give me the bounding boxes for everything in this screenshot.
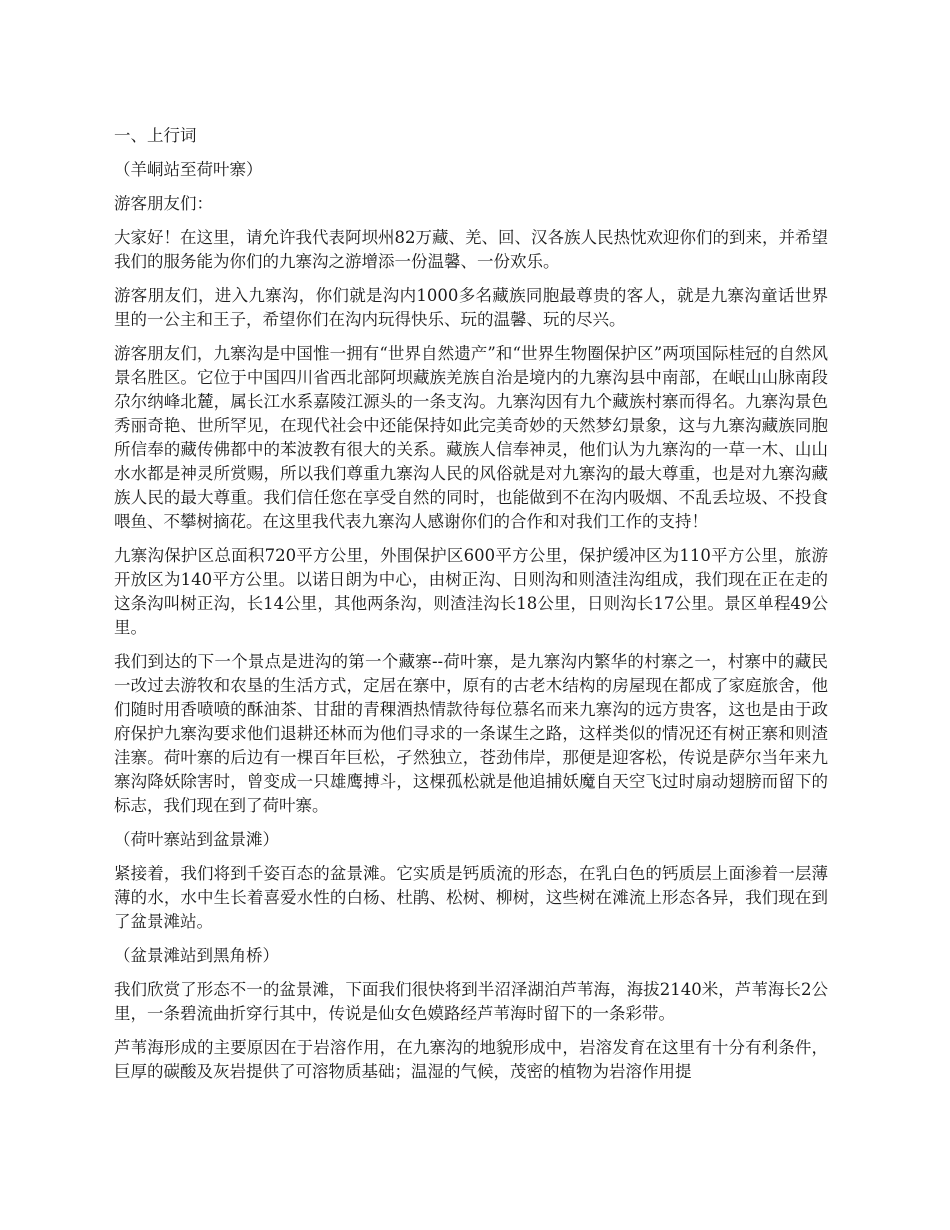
paragraph: 紧接着，我们将到千姿百态的盆景滩。它实质是钙质流的形态，在乳白色的钙质层上面渗着一层薄薄的水，水中生长着喜爱水性的白杨、杜鹃、松树、柳树，这些树在滩流上形态各异，我们现在到了盆景滩站。 — [114, 864, 828, 931]
paragraph: 我们欣赏了形态不一的盆景滩，下面我们很快将到半沼泽湖泊芦苇海，海拔2140米，芦苇海长2公里，一条碧流曲折穿行其中，传说是仙女色嫫路经芦苇海时留下的一条彩带。 — [114, 980, 828, 1023]
greeting: 游客朋友们： — [114, 194, 213, 213]
paragraph: 芦苇海形成的主要原因在于岩溶作用，在九寨沟的地貌形成中，岩溶发育在这里有十分有利条件，巨厚的碳酸及灰岩提供了可溶物质基础；温湿的气候，茂密的植物为岩溶作用提 — [114, 1038, 828, 1081]
route-subheading: （荷叶寨站到盆景滩） — [114, 830, 279, 849]
document-page — [114, 124, 828, 1094]
paragraph: 游客朋友们，进入九寨沟，你们就是沟内1000多名藏族同胞最尊贵的客人，就是九寨沟童话世界里的一公主和王子，希望你们在沟内玩得快乐、玩的温馨、玩的尽兴。 — [114, 286, 828, 329]
paragraph: 游客朋友们，九寨沟是中国惟一拥有“世界自然遗产”和“世界生物圈保护区”两项国际桂冠的自然风景名胜区。它位于中国四川省西北部阿坝藏族羌族自治是境内的九寨沟县中南部，在岷山山脉南段尕尔纳峰北麓，属长江水系嘉陵江源头的一条支沟。九寨沟因有九个藏族村寨而得名。九寨沟景色秀丽奇艳、世所罕见，在现代社会中还能保持如此完美奇妙的天然梦幻景象，这与九寨沟藏族同胞所信奉的藏传佛都中的苯波教有很大的关系。藏族人信奉神灵，他们认为九寨沟的一草一木、山山水水都是神灵所赏赐，所以我们尊重九寨沟人民的风俗就是对九寨沟的最大尊重，也是对九寨沟藏族人民的最大尊重。我们信任您在享受自然的同时，也能做到不在沟内吸烟、不乱丢垃圾、不投食喂鱼、不攀树摘花。在这里我代表九寨沟人感谢你们的合作和对我们工作的支持！ — [114, 344, 828, 531]
route-subheading: （羊峒站至荷叶寨） — [114, 160, 263, 179]
section-heading: 一、上行词 — [114, 126, 197, 145]
paragraph: 我们到达的下一个景点是进沟的第一个藏寨--荷叶寨，是九寨沟内繁华的村寨之一，村寨中的藏民一改过去游牧和农垦的生活方式，定居在寨中，原有的古老木结构的房屋现在都成了家庭旅舍，他们随时用香喷喷的酥油茶、甘甜的青稞酒热情款待每位慕名而来九寨沟的远方贵客，这也是由于政府保护九寨沟要求他们退耕还林而为他们寻求的一条谋生之路，这样类似的情况还有树正寨和则渣洼寨。荷叶寨的后边有一棵百年巨松，孑然独立，苍劲伟岸，那便是迎客松，传说是萨尔当年来九寨沟降妖除害时，曾变成一只雄鹰搏斗，这棵孤松就是他追捕妖魔自天空飞过时扇动翅膀而留下的标志，我们现在到了荷叶寨。 — [114, 652, 828, 815]
route-subheading: （盆景滩站到黑角桥） — [114, 946, 279, 965]
paragraph: 九寨沟保护区总面积720平方公里，外围保护区600平方公里，保护缓冲区为110平方公里，旅游开放区为140平方公里。以诺日朗为中心，由树正沟、日则沟和则渣洼沟组成，我们现在正在走的这条沟叫树正沟，长14公里，其他两条沟，则渣洼沟长18公里，日则沟长17公里。景区单程49公里。 — [114, 546, 828, 637]
paragraph: 大家好！在这里，请允许我代表阿坝州82万藏、羌、回、汉各族人民热忱欢迎你们的到来，并希望我们的服务能为你们的九寨沟之游增添一份温馨、一份欢乐。 — [114, 228, 828, 271]
